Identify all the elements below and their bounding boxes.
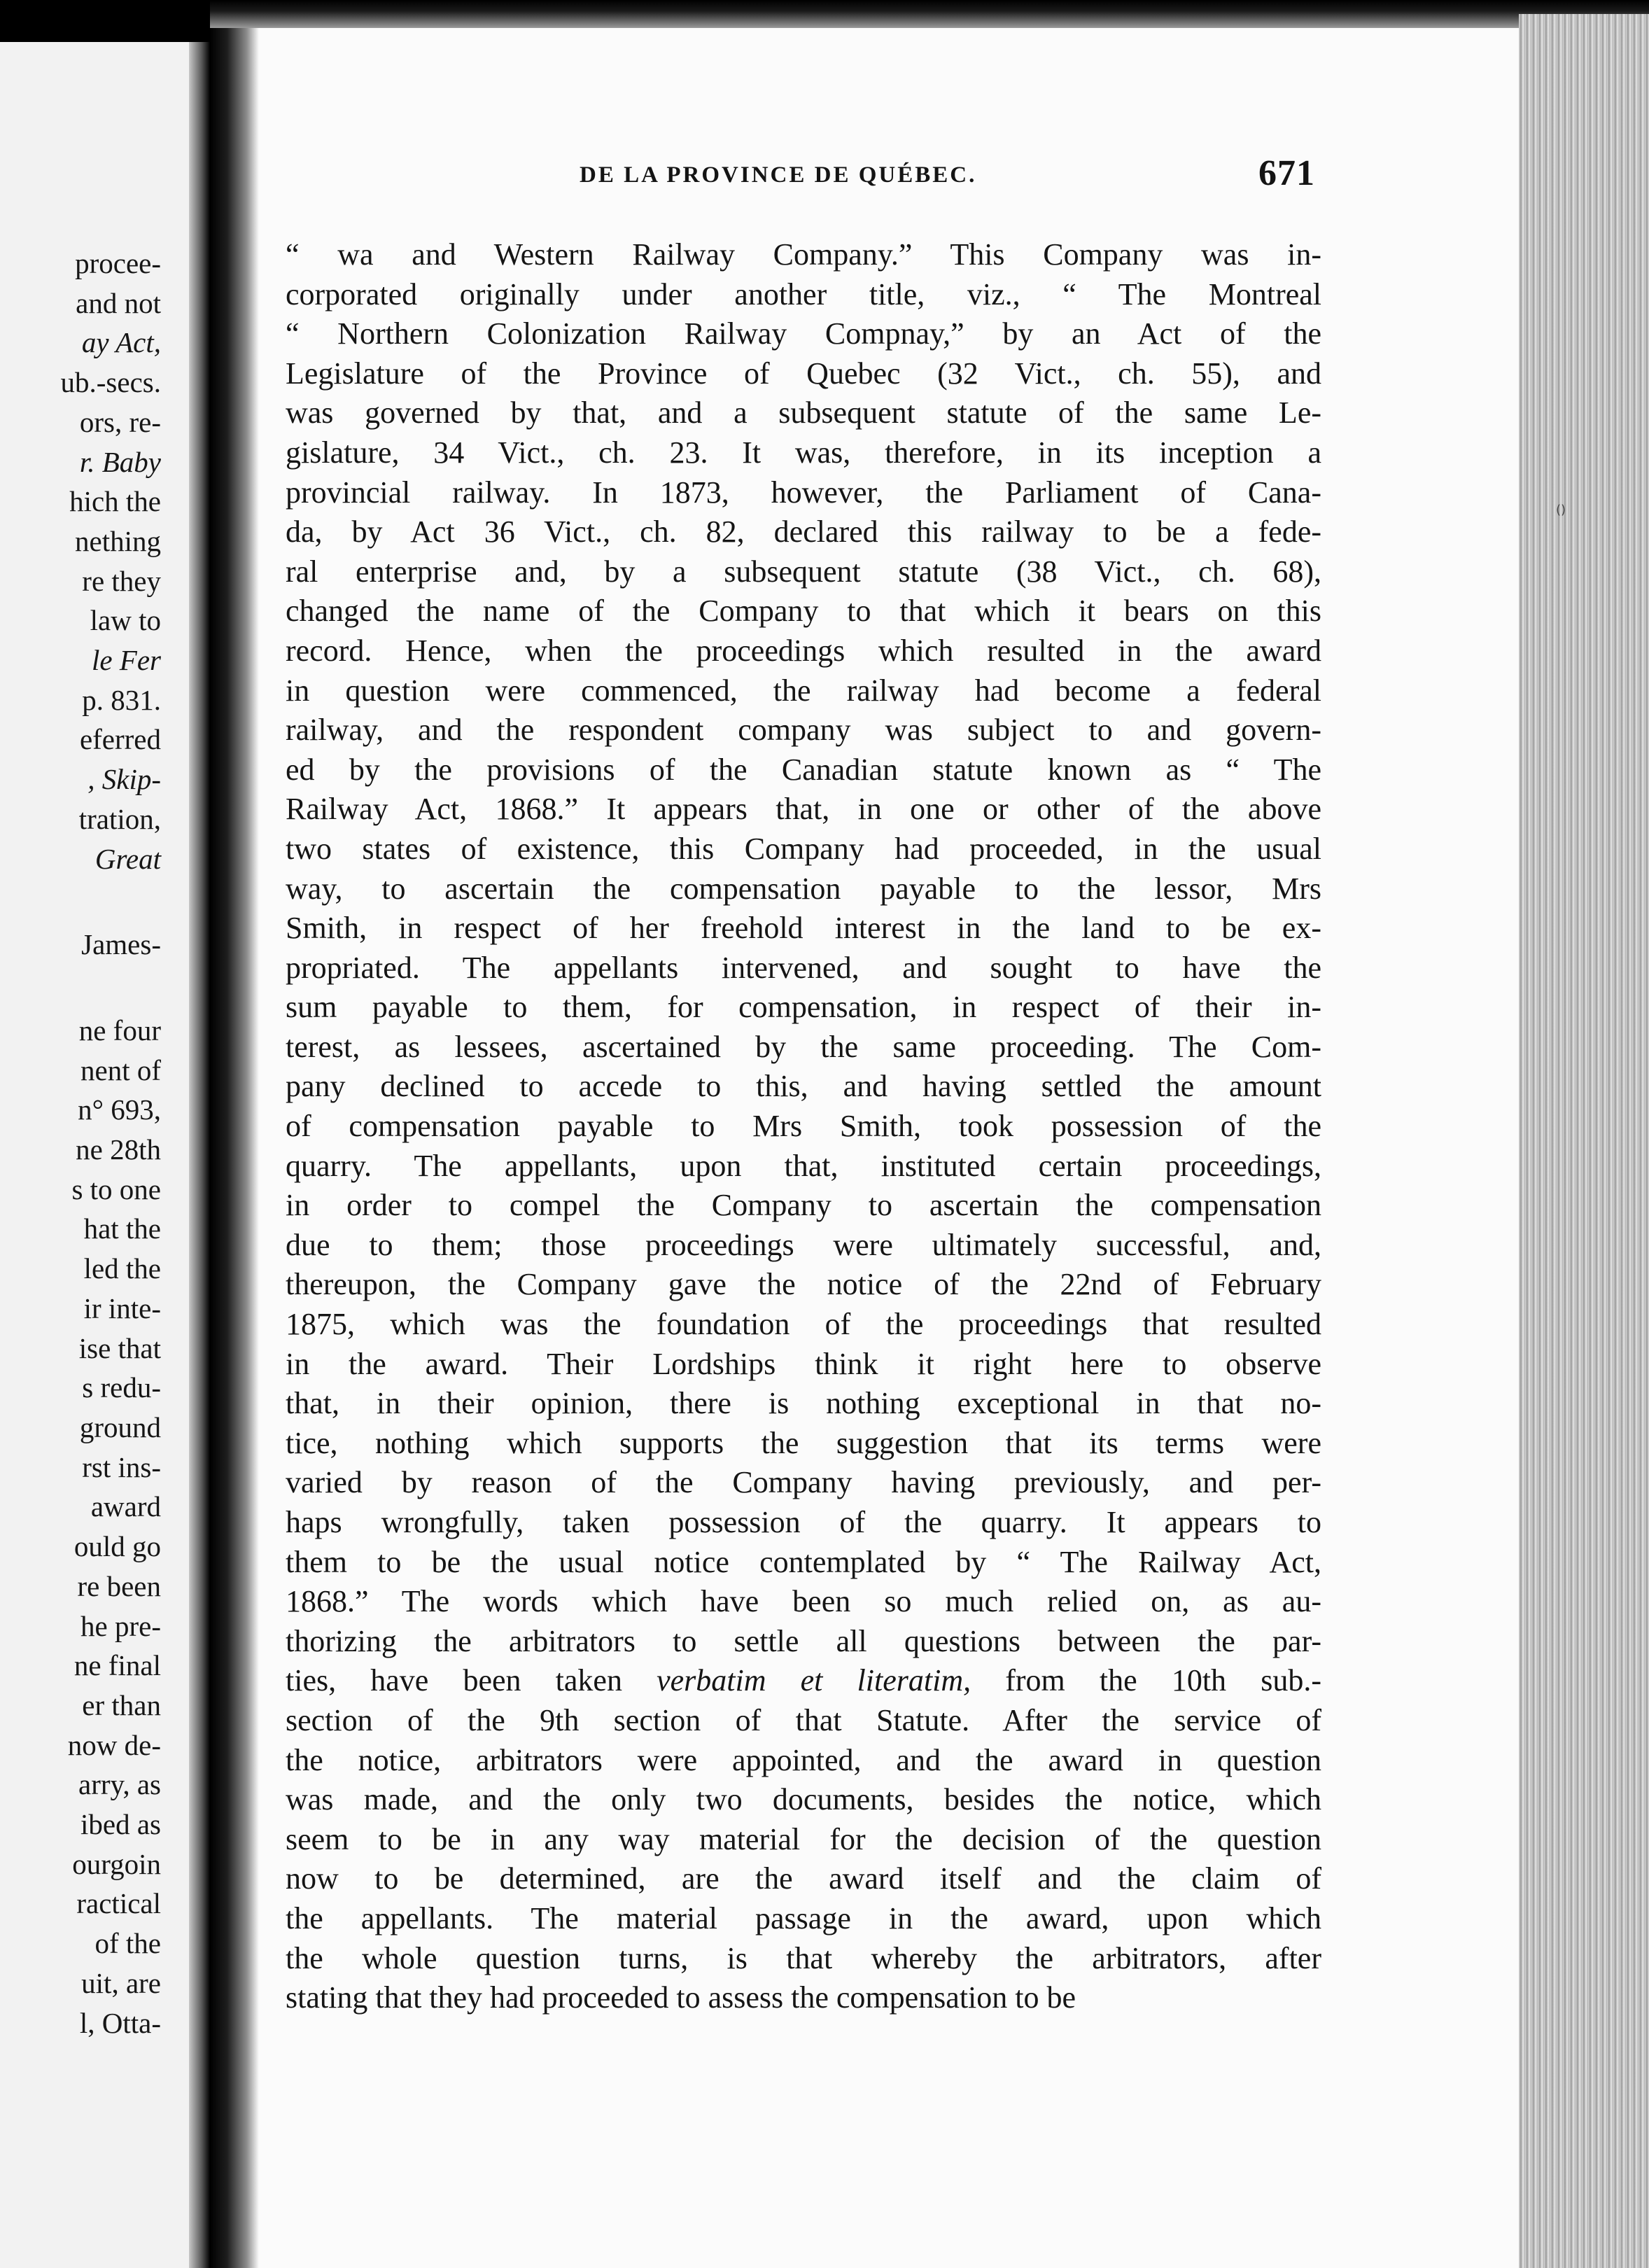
previous-page-line: ourgoin xyxy=(72,1847,161,1880)
body-line: corporated originally under another title, viz., “ The Montreal xyxy=(286,276,1321,312)
previous-page-line: r. Baby xyxy=(79,445,161,478)
body-line: the notice, arbitrators were appointed, and the award in question xyxy=(286,1742,1321,1777)
body-line-start: ties, have been taken xyxy=(286,1663,657,1698)
previous-page-line: uit, are xyxy=(81,1966,161,1999)
previous-page-line: p. 831. xyxy=(82,683,161,716)
body-line: changed the name of the Company to that which it bears on this xyxy=(286,594,1321,629)
body-line: pany declined to accede to this, and having settled the amount xyxy=(286,1069,1321,1104)
page-stack-edge xyxy=(1519,14,1649,2268)
body-line: sum payable to them, for compensation, in respect of their in- xyxy=(286,990,1321,1025)
body-line: the whole question turns, is that whereby the arbitrators, after xyxy=(286,1940,1321,1975)
previous-page-line: ould go xyxy=(73,1530,161,1563)
previous-page-text xyxy=(61,244,161,2043)
body-line: that, in their opinion, there is nothing exceptional in that no- xyxy=(286,1386,1321,1421)
previous-page-line: ibed as xyxy=(80,1808,161,1841)
body-line: tice, nothing which supports the suggestion that its terms were xyxy=(286,1425,1321,1460)
previous-page-line: er than xyxy=(82,1688,161,1721)
left-gutter-shadow xyxy=(189,42,210,2268)
previous-page-line: James- xyxy=(81,928,161,961)
page-number: 671 xyxy=(1258,153,1315,193)
top-edge-shadow xyxy=(210,0,1649,28)
body-line: was governed by that, and a subsequent statute of the same Le- xyxy=(286,396,1321,430)
body-line: stating that they had proceeded to assess the compensation to be xyxy=(286,1980,1076,2015)
previous-page-line: procee- xyxy=(75,247,161,279)
body-line: varied by reason of the Company having previously, and per- xyxy=(286,1465,1321,1500)
binding-shadow xyxy=(210,20,259,2268)
body-line: “ Northern Colonization Railway Compnay,” by an Act of the xyxy=(286,316,1321,351)
stray-mark: () xyxy=(1556,503,1566,517)
body-line: them to be the usual notice contemplated by “ The Railway Act, xyxy=(286,1544,1321,1579)
body-line: Smith, in respect of her freehold interest in the land to be ex- xyxy=(286,911,1321,946)
body-line: 1868.” The words which have been so much relied on, as au- xyxy=(286,1584,1321,1619)
previous-page-line: , Skip- xyxy=(87,763,161,796)
body-line: in order to compel the Company to ascertain the compensation xyxy=(286,1188,1321,1223)
body-line: was made, and the only two documents, besides the notice, which xyxy=(286,1782,1321,1817)
previous-page-line: led the xyxy=(83,1252,161,1285)
italic-phrase: verbatim et literatim, xyxy=(657,1663,971,1698)
previous-page-line: ors, re- xyxy=(79,405,161,438)
previous-page-line: le Fer xyxy=(91,644,161,677)
previous-page-line: ne four xyxy=(78,1014,161,1046)
body-line: two states of existence, this Company had proceeded, in the usual xyxy=(286,831,1321,866)
body-line: da, by Act 36 Vict., ch. 82, declared this railway to be a fede- xyxy=(286,514,1321,550)
body-line: 1875, which was the foundation of the proceedings that resulted xyxy=(286,1307,1321,1342)
body-line: terest, as lessees, ascertained by the same proceeding. The Com- xyxy=(286,1029,1321,1064)
previous-page-line xyxy=(61,878,161,925)
previous-page-line: award xyxy=(90,1490,161,1523)
previous-page-line: ground xyxy=(79,1410,161,1443)
previous-page-line: now de- xyxy=(67,1728,161,1761)
previous-page-line: ne 28th xyxy=(76,1133,161,1166)
body-line: record. Hence, when the proceedings which resulted in the award xyxy=(286,633,1321,668)
body-line: now to be determined, are the award itself and the claim of xyxy=(286,1861,1321,1896)
body-line: propriated. The appellants intervened, and sought to have the xyxy=(286,950,1321,985)
previous-page-line: law to xyxy=(90,604,161,637)
previous-page-line: ub.-secs. xyxy=(60,366,161,399)
body-line: thorizing the arbitrators to settle all questions between the par- xyxy=(286,1623,1321,1658)
previous-page-line: ne final xyxy=(73,1649,161,1682)
body-line: the appellants. The material passage in the award, upon which xyxy=(286,1900,1321,1935)
running-head: DE LA PROVINCE DE QUÉBEC. xyxy=(580,162,977,188)
previous-page-line: ise that xyxy=(78,1331,161,1364)
previous-page-line: and not xyxy=(76,286,161,319)
body-line: of compensation payable to Mrs Smith, took possession of the xyxy=(286,1109,1321,1144)
previous-page-line xyxy=(61,965,161,1011)
body-line: in the award. Their Lordships think it right here to observe xyxy=(286,1346,1321,1381)
body-line: haps wrongfully, taken possession of the quarry. It appears to xyxy=(286,1505,1321,1539)
body-line: thereupon, the Company gave the notice of the 22nd of February xyxy=(286,1267,1321,1302)
body-line: ral enterprise and, by a subsequent statute (38 Vict., ch. 68), xyxy=(286,554,1321,589)
previous-page-line: s to one xyxy=(71,1172,161,1205)
previous-page-line: hich the xyxy=(69,485,161,518)
previous-page-line: Great xyxy=(94,842,161,875)
previous-page-line: arry, as xyxy=(78,1768,161,1801)
previous-page-line: re they xyxy=(82,564,161,597)
body-text xyxy=(286,235,1321,2018)
previous-page-line: ir inte- xyxy=(83,1292,161,1324)
previous-page-line: eferred xyxy=(79,723,161,756)
previous-page-line: n° 693, xyxy=(78,1093,161,1126)
body-line: in question were commenced, the railway had become a federal xyxy=(286,673,1321,708)
body-line: “ wa and Western Railway Company.” This Company was in- xyxy=(286,237,1321,272)
body-line xyxy=(286,1661,1321,1701)
body-line: quarry. The appellants, upon that, instituted certain proceedings, xyxy=(286,1148,1321,1183)
previous-page-line: ay Act, xyxy=(81,326,161,359)
previous-page-line: of the xyxy=(94,1927,161,1960)
previous-page-line: nething xyxy=(75,524,161,557)
body-line: provincial railway. In 1873, however, the Parliament of Cana- xyxy=(286,475,1321,510)
previous-page-line: he pre- xyxy=(80,1609,161,1642)
body-line: due to them; those proceedings were ultimately successful, and, xyxy=(286,1227,1321,1262)
previous-page-line: ractical xyxy=(76,1887,161,1920)
previous-page-line: rst ins- xyxy=(82,1450,161,1483)
previous-page-line: s redu- xyxy=(82,1371,161,1404)
body-line: railway, and the respondent company was subject to and govern- xyxy=(286,713,1321,748)
body-line: Legislature of the Province of Quebec (32 Vict., ch. 55), and xyxy=(286,356,1321,391)
body-line: section of the 9th section of that Statute. After the service of xyxy=(286,1702,1321,1737)
previous-page-fragment xyxy=(0,42,197,2268)
previous-page-line: re been xyxy=(77,1569,161,1602)
body-line: way, to ascertain the compensation payable to the lessor, Mrs xyxy=(286,871,1321,906)
body-line-end: from the 10th sub.- xyxy=(971,1663,1321,1698)
body-line: Railway Act, 1868.” It appears that, in one or other of the above xyxy=(286,792,1321,827)
previous-page-line: tration, xyxy=(78,802,161,835)
body-line: seem to be in any way material for the decision of the question xyxy=(286,1821,1321,1856)
body-line: ed by the provisions of the Canadian statute known as “ The xyxy=(286,752,1321,787)
previous-page-line: nent of xyxy=(80,1054,161,1086)
previous-page-line: l, Otta- xyxy=(79,2006,161,2039)
previous-page-line: hat the xyxy=(83,1212,161,1245)
body-line: gislature, 34 Vict., ch. 23. It was, therefore, in its inception a xyxy=(286,435,1321,470)
